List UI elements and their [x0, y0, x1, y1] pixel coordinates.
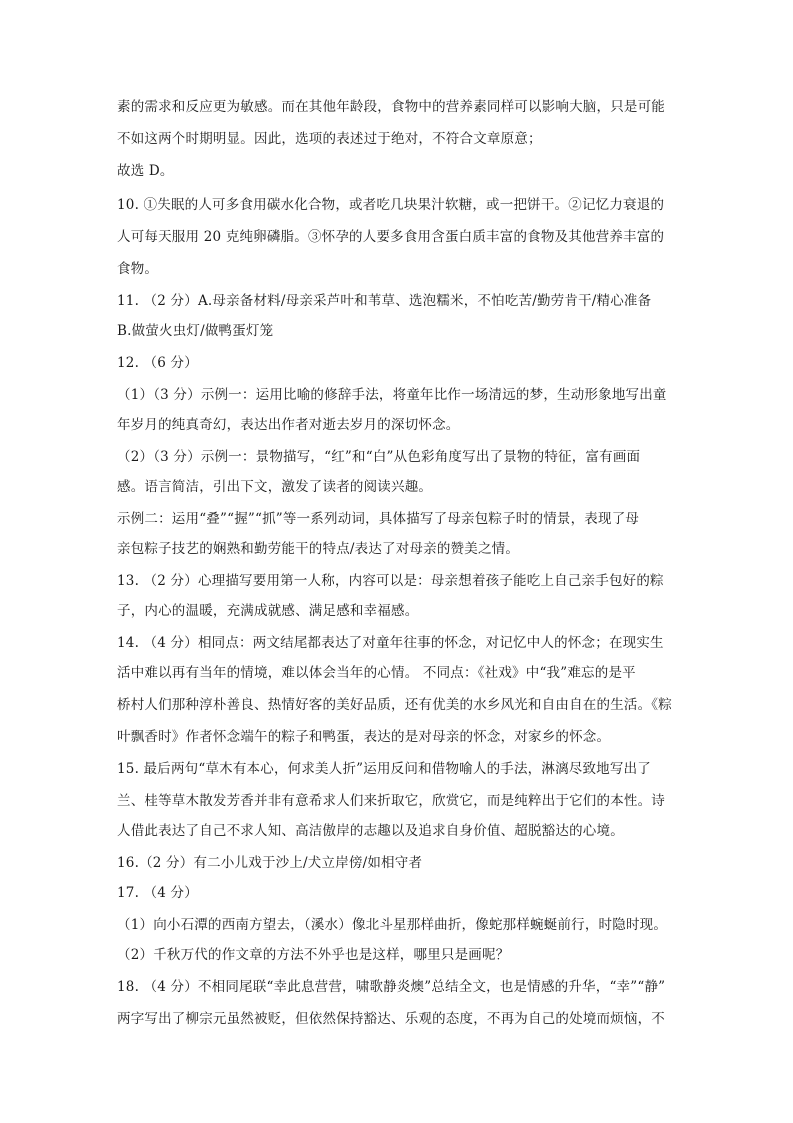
text-line: 10. ①失眠的人可多食用碳水化合物，或者吃几块果汁软糖，或一把饼干。②记忆力衰退的 — [117, 197, 665, 213]
text-line: 人可每天服用 20 克纯卵磷脂。③怀孕的人要多食用含蛋白质丰富的食物及其他营养丰富的 — [117, 229, 665, 245]
text-line: 11. （2 分）A.母亲备材料/母亲采芦叶和苇草、选泡糯米，不怕吃苦/勤劳肯干/精心准备 — [117, 293, 652, 309]
text-line: 15. 最后两句“草木有本心，何求美人折”运用反问和借物喻人的手法，淋漓尽致地写出了 — [117, 761, 651, 777]
text-line: （2）千秋万代的作文章的方法不外乎也是这样，哪里只是画呢？ — [117, 947, 510, 963]
text-line: 兰、桂等草木散发芳香并非有意希求人们来折取它，欣赏它，而是纯粹出于它们的本性。诗 — [117, 793, 665, 809]
text-line: 12. （6 分） — [117, 355, 198, 371]
text-line: 14. （4 分）相同点：两文结尾都表达了对童年往事的怀念，对记忆中人的怀念；在现实生 — [117, 635, 664, 651]
text-line: 两字写出了柳宗元虽然被贬，但依然保持豁达、乐观的态度，不再为自己的处境而烦恼，不 — [117, 1011, 665, 1027]
text-line: 故选 D。 — [117, 163, 174, 179]
text-line: 示例二：运用“叠”“握”“抓”等一系列动词，具体描写了母亲包粽子时的情景，表现了母 — [117, 511, 640, 527]
text-line: 17. （4 分） — [117, 885, 198, 901]
text-line: 叶飘香时》作者怀念端午的粽子和鸭蛋，表达的是对母亲的怀念，对家乡的怀念。 — [117, 729, 611, 745]
text-line: B.做萤火虫灯/做鸭蛋灯笼 — [117, 323, 274, 339]
text-line: 年岁月的纯真奇幻，表达出作者对逝去岁月的深切怀念。 — [117, 417, 460, 433]
text-line: 活中难以再有当年的情境，难以体会当年的心情。 不同点：《社戏》中“我”难忘的是平 — [117, 665, 636, 681]
text-line: （1）（3 分）示例一：运用比喻的修辞手法，将童年比作一场清远的梦，生动形象地写出童 — [117, 387, 667, 403]
text-line: 感。语言简洁，引出下文，激发了读者的阅读兴趣。 — [117, 479, 433, 495]
text-line: 16.（2 分）有二小儿戏于沙上/犬立岸傍/如相守者 — [117, 855, 423, 871]
text-line: 食物。 — [117, 261, 159, 277]
text-line: 子，内心的温暖，充满成就感、满足感和幸福感。 — [117, 603, 419, 619]
text-line: 13. （2 分）心理描写要用第一人称，内容可以是：母亲想着孩子能吃上自己亲手包好的粽 — [117, 573, 664, 589]
text-line: （2）（3 分）示例一：景物描写，“红”和“白”从色彩角度写出了景物的特征，富有画面 — [117, 449, 641, 465]
text-line: （1）向小石潭的西南方望去，（溪水）像北斗星那样曲折，像蛇那样蜿蜒前行，时隐时现。 — [117, 917, 668, 933]
text-line: 18. （4 分）不相同尾联“幸此息营营，啸歌静炎燠”总结全文，也是情感的升华，“幸”“静” — [117, 979, 666, 995]
text-line: 不如这两个时期明显。因此，选项的表述过于绝对，不符合文章原意； — [117, 131, 542, 147]
text-line: 素的需求和反应更为敏感。而在其他年龄段，食物中的营养素同样可以影响大脑，只是可能 — [117, 99, 665, 115]
text-line: 人借此表达了自己不求人知、高洁傲岸的志趣以及追求自身价值、超脱豁达的心境。 — [117, 823, 624, 839]
text-line: 桥村人们那种淳朴善良、热情好客的美好品质，还有优美的水乡风光和自由自在的生活。《粽 — [117, 697, 672, 713]
text-line: 亲包粽子技艺的娴熟和勤劳能干的特点/表达了对母亲的赞美之情。 — [117, 541, 520, 557]
